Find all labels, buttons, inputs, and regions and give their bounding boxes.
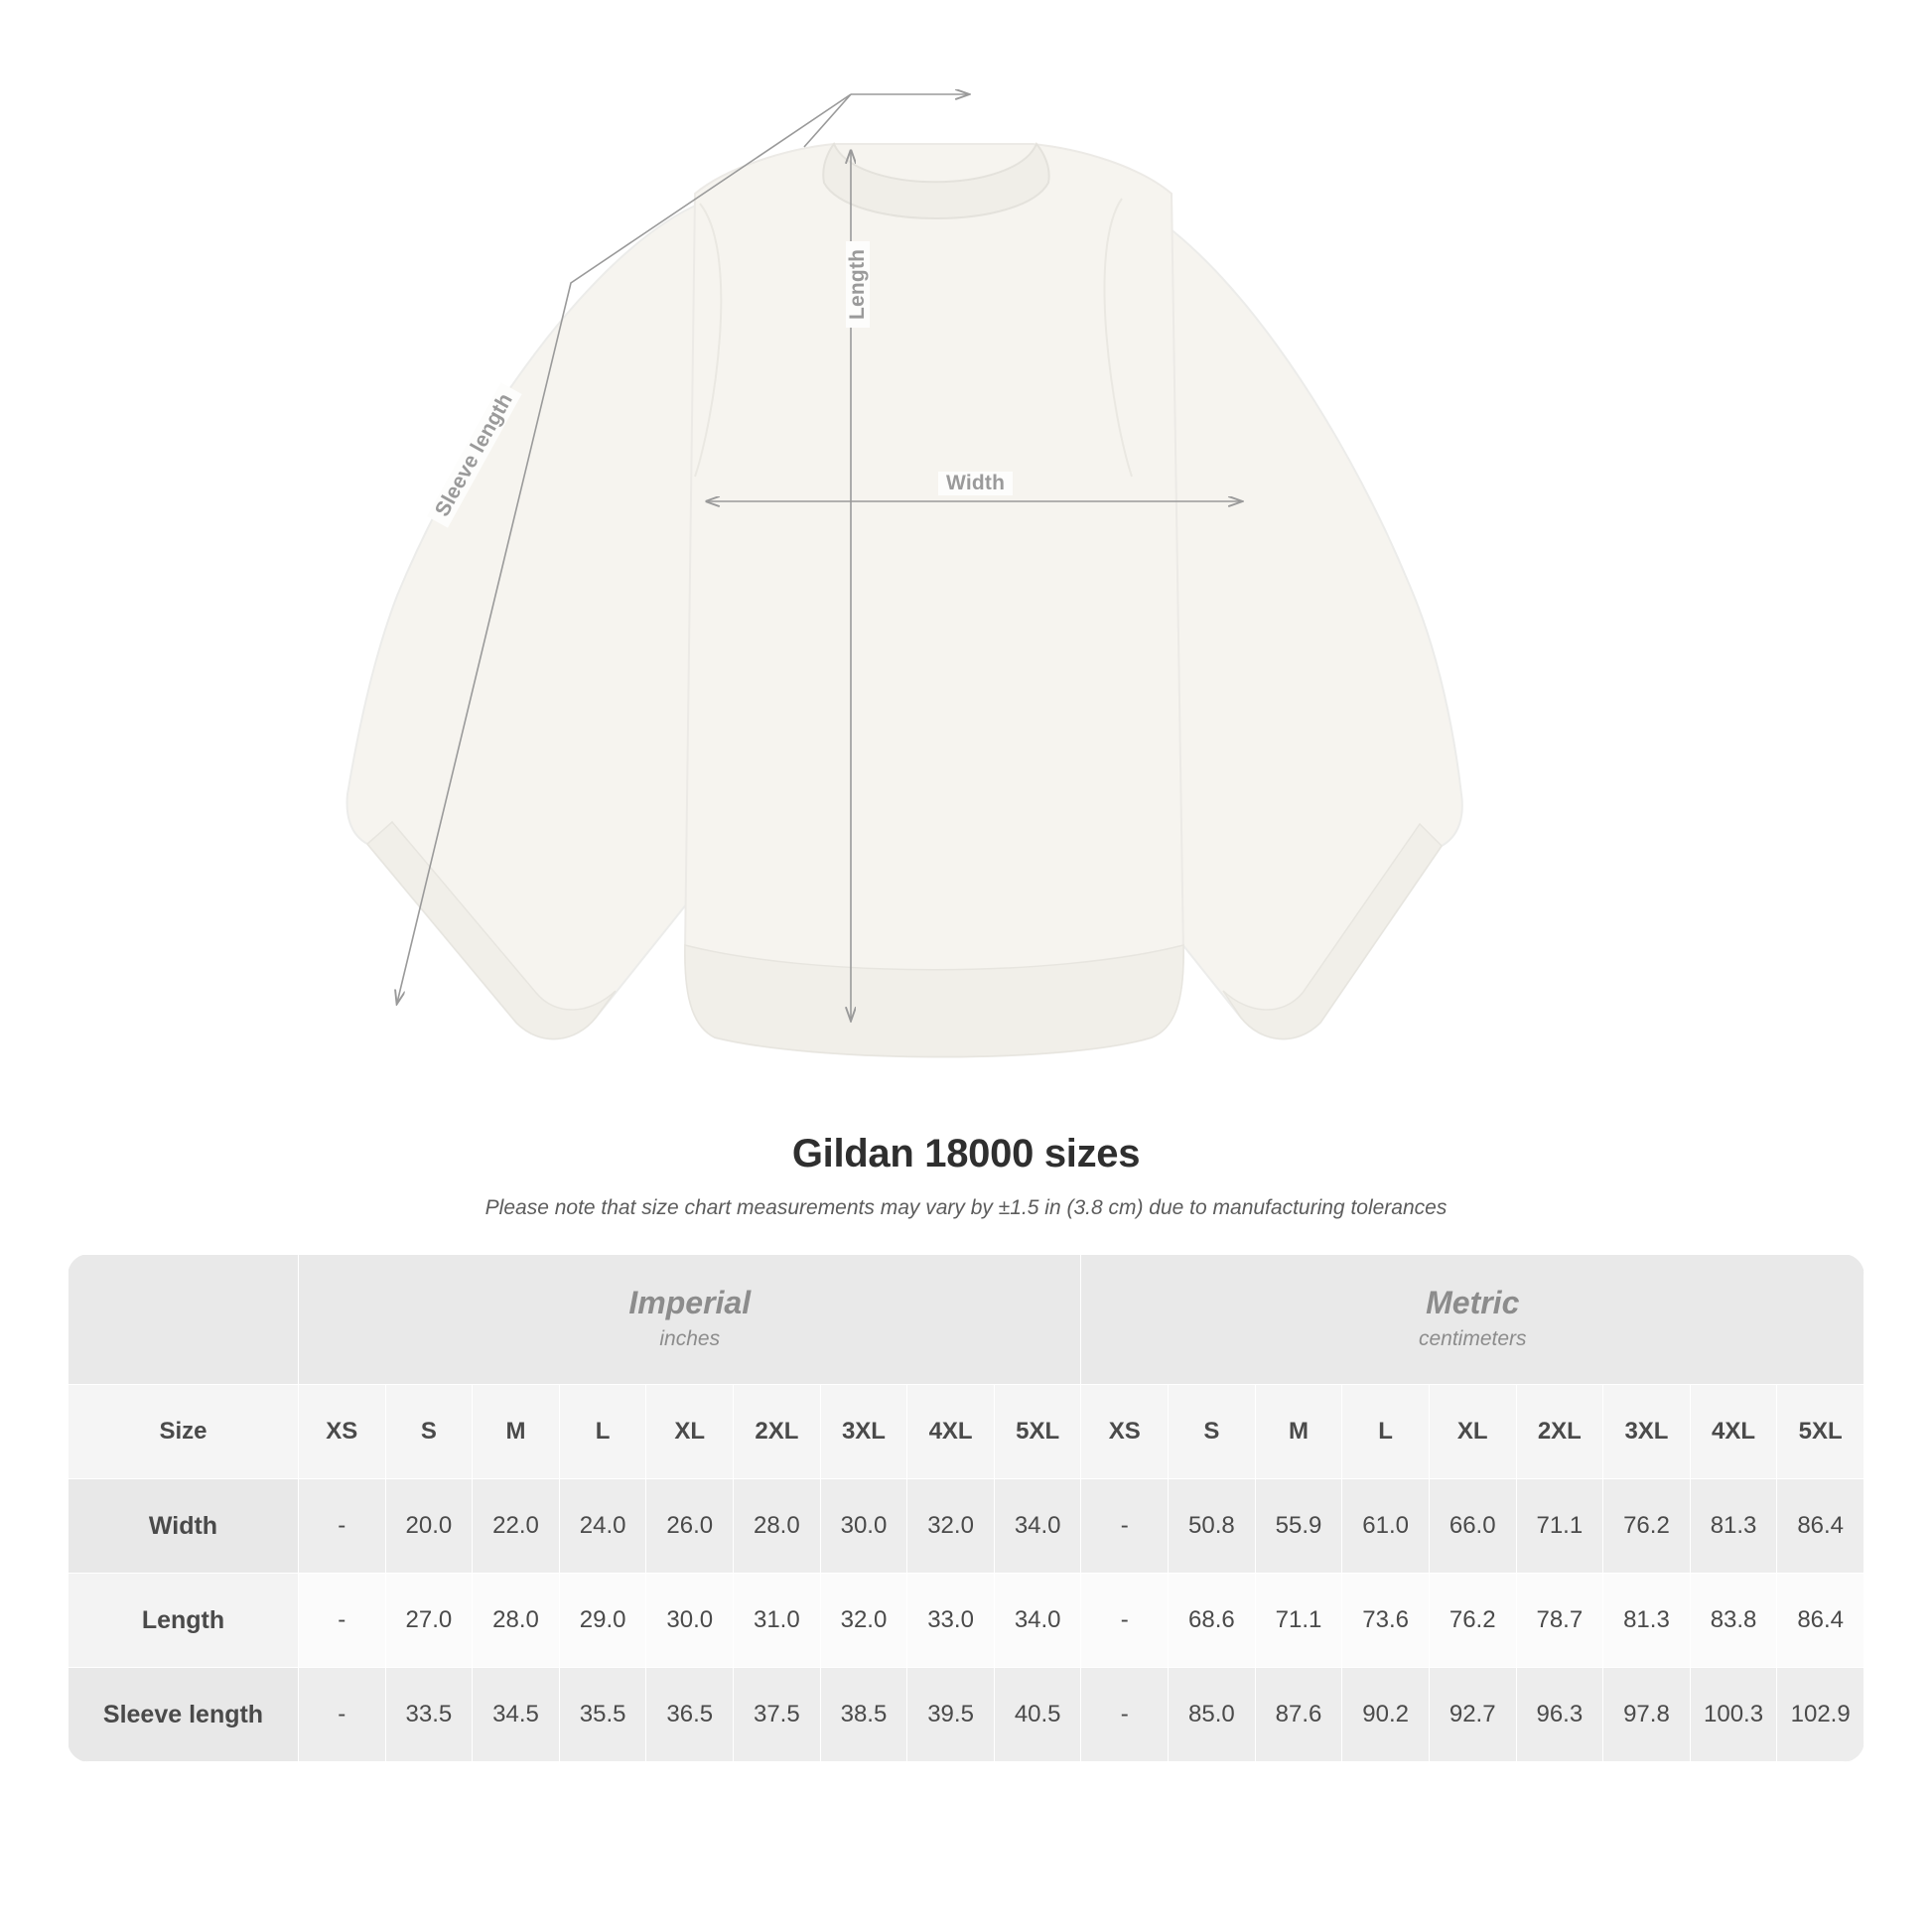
cell-2-6: 38.5 [820,1668,907,1762]
cell-0-8: 34.0 [994,1479,1081,1574]
cell-2-3: 35.5 [559,1668,646,1762]
sleeve-length-dimension-label: Sleeve length [427,382,522,527]
cell-2-17: 102.9 [1777,1668,1864,1762]
cell-2-5: 37.5 [734,1668,821,1762]
cell-0-2: 22.0 [473,1479,560,1574]
cell-1-4: 30.0 [646,1574,734,1668]
unit-imperial-sub: inches [659,1327,721,1351]
unit-metric-title: Metric [1426,1285,1520,1321]
size-header-row [69,1385,1864,1479]
cell-0-7: 32.0 [907,1479,995,1574]
size-header-11: M [1255,1385,1342,1479]
cell-0-9: - [1081,1479,1169,1574]
cell-0-12: 61.0 [1342,1479,1430,1574]
cell-1-2: 28.0 [473,1574,560,1668]
cell-2-11: 87.6 [1255,1668,1342,1762]
length-dimension-label: Length [846,241,870,328]
size-header-7: 4XL [907,1385,995,1479]
size-header-9: XS [1081,1385,1169,1479]
cell-1-13: 76.2 [1429,1574,1516,1668]
cell-1-9: - [1081,1574,1169,1668]
cell-1-17: 86.4 [1777,1574,1864,1668]
cell-0-5: 28.0 [734,1479,821,1574]
cell-1-8: 34.0 [994,1574,1081,1668]
title-block [0,1132,1932,1220]
size-header-17: 5XL [1777,1385,1864,1479]
cell-0-4: 26.0 [646,1479,734,1574]
cell-2-12: 90.2 [1342,1668,1430,1762]
row-header-sleeve-length: Sleeve length [69,1668,299,1762]
size-header-cell: Size [69,1385,299,1479]
size-header-0: XS [299,1385,386,1479]
cell-1-1: 27.0 [385,1574,473,1668]
cell-0-0: - [299,1479,386,1574]
tolerance-note: Please note that size chart measurements may vary by ±1.5 in (3.8 cm) due to manufacturing tolerances [484,1196,1448,1219]
row-header-length: Length [69,1574,299,1668]
cell-1-14: 78.7 [1516,1574,1603,1668]
unit-imperial-title: Imperial [628,1285,752,1321]
cell-1-12: 73.6 [1342,1574,1430,1668]
unit-metric-sub: centimeters [1418,1327,1527,1351]
cell-1-0: - [299,1574,386,1668]
cell-2-0: - [299,1668,386,1762]
cell-0-10: 50.8 [1169,1479,1256,1574]
size-table-wrapper [68,1254,1864,1762]
size-header-2: M [473,1385,560,1479]
cell-0-17: 86.4 [1777,1479,1864,1574]
cell-2-10: 85.0 [1169,1668,1256,1762]
cell-2-15: 97.8 [1603,1668,1691,1762]
cell-1-10: 68.6 [1169,1574,1256,1668]
size-table [68,1254,1864,1762]
cell-2-7: 39.5 [907,1668,995,1762]
cell-1-11: 71.1 [1255,1574,1342,1668]
cell-2-4: 36.5 [646,1668,734,1762]
table-row [69,1479,1864,1574]
cell-2-16: 100.3 [1690,1668,1777,1762]
cell-0-13: 66.0 [1429,1479,1516,1574]
table-row [69,1668,1864,1762]
size-header-6: 3XL [820,1385,907,1479]
unit-spacer-cell [69,1255,299,1385]
unit-metric-cell [1081,1255,1864,1385]
size-header-12: L [1342,1385,1430,1479]
size-header-3: L [559,1385,646,1479]
cell-1-5: 31.0 [734,1574,821,1668]
cell-0-16: 81.3 [1690,1479,1777,1574]
cell-1-16: 83.8 [1690,1574,1777,1668]
cell-0-1: 20.0 [385,1479,473,1574]
sweatshirt-shape [347,144,1462,1057]
size-header-1: S [385,1385,473,1479]
row-header-width: Width [69,1479,299,1574]
cell-0-15: 76.2 [1603,1479,1691,1574]
cell-1-6: 32.0 [820,1574,907,1668]
size-header-10: S [1169,1385,1256,1479]
cell-2-2: 34.5 [473,1668,560,1762]
cell-2-14: 96.3 [1516,1668,1603,1762]
size-header-14: 2XL [1516,1385,1603,1479]
cell-0-14: 71.1 [1516,1479,1603,1574]
cell-1-7: 33.0 [907,1574,995,1668]
page-title: Gildan 18000 sizes [791,1132,1141,1175]
size-header-15: 3XL [1603,1385,1691,1479]
cell-0-6: 30.0 [820,1479,907,1574]
cell-0-11: 55.9 [1255,1479,1342,1574]
size-header-13: XL [1429,1385,1516,1479]
table-row [69,1574,1864,1668]
size-header-4: XL [646,1385,734,1479]
cell-1-15: 81.3 [1603,1574,1691,1668]
size-header-8: 5XL [994,1385,1081,1479]
cell-2-8: 40.5 [994,1668,1081,1762]
cell-2-1: 33.5 [385,1668,473,1762]
cell-2-13: 92.7 [1429,1668,1516,1762]
size-header-16: 4XL [1690,1385,1777,1479]
width-dimension-label: Width [938,472,1013,495]
unit-imperial-cell [299,1255,1081,1385]
unit-header-row [69,1255,1864,1385]
size-header-5: 2XL [734,1385,821,1479]
cell-0-3: 24.0 [559,1479,646,1574]
cell-2-9: - [1081,1668,1169,1762]
cell-1-3: 29.0 [559,1574,646,1668]
